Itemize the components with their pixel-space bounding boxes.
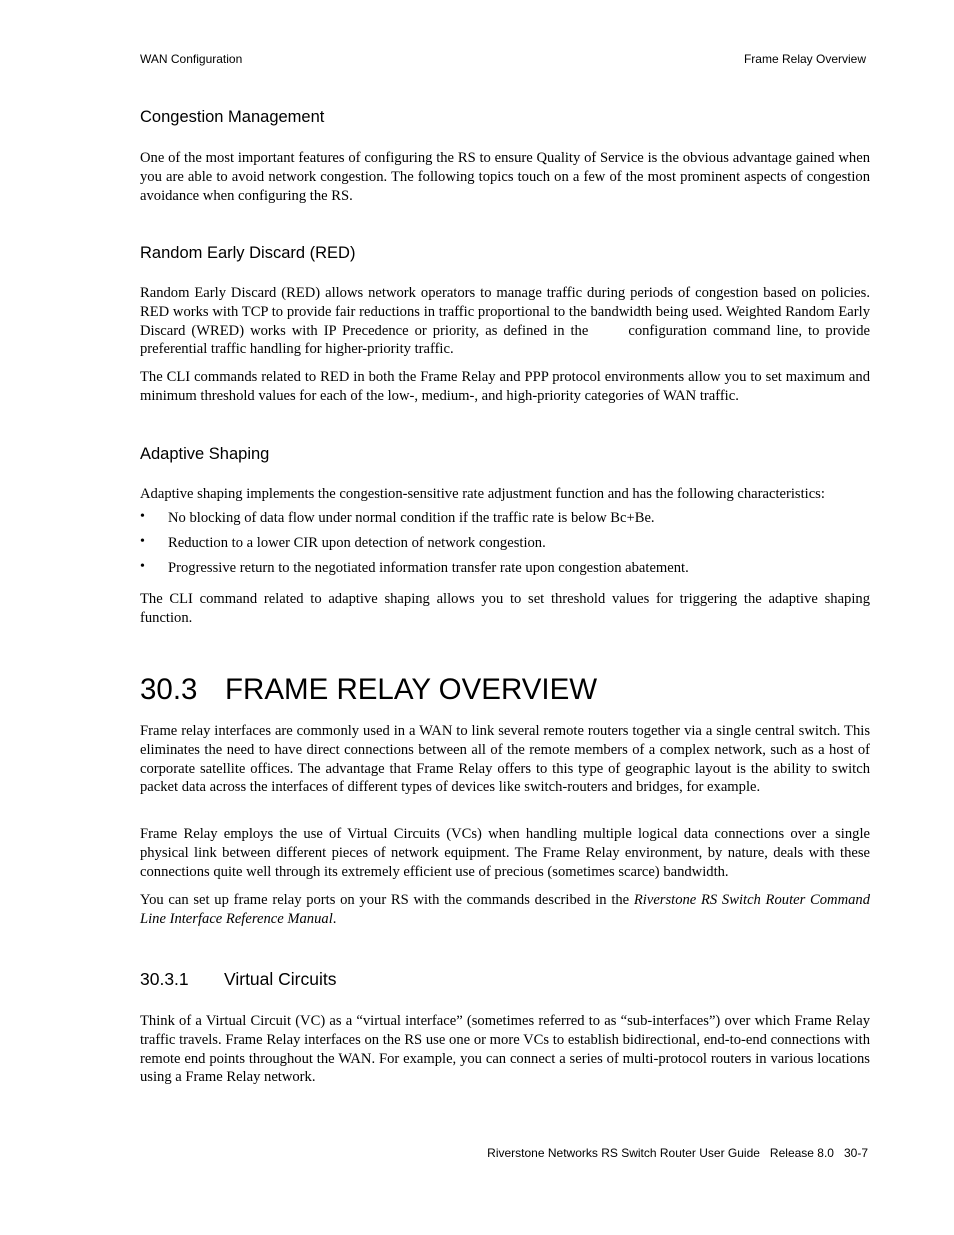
header-chapter: WAN Configuration bbox=[140, 52, 243, 66]
list-item-text: No blocking of data flow under normal condition if the traffic rate is below Bc+Be. bbox=[168, 510, 655, 526]
paragraph-adaptive-intro: Adaptive shaping implements the congestion-sensitive rate adjustment function and has the following characteristics: bbox=[140, 486, 825, 502]
list-item-text: Progressive return to the negotiated information transfer rate upon congestion abatement. bbox=[168, 560, 689, 576]
paragraph-virtual-circuits: Think of a Virtual Circuit (VC) as a “virtual interface” (sometimes referred to as “sub-interfaces”) over which Frame Relay traffic travels. Frame Relay interfaces on the RS use one or more VCs to establish bidirectional, end-to-end connections with remote end points throughout the WAN. For example, you can connect a series of multi-protocol routers in various locations using a Frame Relay network. bbox=[140, 1013, 870, 1086]
header-section: Frame Relay Overview bbox=[743, 52, 866, 66]
heading-congestion-management: Congestion Management bbox=[140, 108, 325, 126]
section-title: FRAME RELAY OVERVIEW bbox=[225, 673, 598, 706]
red-para1-part2: configuration command line, to provide preferential traffic handling for higher-priority traffic. bbox=[140, 322, 870, 358]
list-item-text: Reduction to a lower CIR upon detection of network congestion. bbox=[168, 535, 546, 551]
section-number: 30.3 bbox=[140, 673, 198, 706]
overview-para3-suffix: . bbox=[332, 910, 337, 927]
subsection-heading bbox=[140, 969, 337, 990]
paragraph-overview-1: Frame relay interfaces are commonly used in a WAN to link several remote routers together via a single central switch. This eliminates the need to have direct connections between all of the remote members of a complex network, such as a host of corporate satellite offices. The advantage that Frame Relay offers to this type of geographic layout is the ability to switch packet data across the interfaces of different types of devices like switch-routers and bridges, for example. bbox=[140, 723, 870, 796]
paragraph-red-1 bbox=[140, 284, 870, 359]
running-header bbox=[140, 52, 866, 66]
paragraph-overview-3 bbox=[140, 891, 870, 929]
subsection-number: 30.3.1 bbox=[140, 969, 189, 989]
paragraph-overview-2: Frame Relay employs the use of Virtual Circuits (VCs) when handling multiple logical data connections over a single physical link between different pieces of network equipment. The Frame Relay environment, by nature, deals with these connections quite well through its extremely efficient use of precious (sometimes scarce) bandwidth. bbox=[140, 826, 870, 880]
overview-para3-prefix: You can set up frame relay ports on your RS with the commands described in the bbox=[140, 892, 634, 908]
page-footer: Riverstone Networks RS Switch Router User Guide Release 8.0 30-7 bbox=[487, 1146, 868, 1160]
manual-title-reference: Riverstone RS Switch Router Command Line Interface Reference Manual bbox=[140, 892, 870, 927]
red-para1-part1: Random Early Discard (RED) allows network operators to manage traffic during periods of congestion based on policies. RED works with TCP to provide fair reductions in traffic proportional to the bandwidth being used. Weighted Random Early Discard (WRED) works with IP Precedence or priority, as defined in the bbox=[140, 285, 870, 339]
bullet-icon: • bbox=[140, 534, 145, 549]
subsection-title: Virtual Circuits bbox=[224, 969, 337, 989]
chapter-section-heading bbox=[140, 673, 597, 707]
paragraph-adaptive-outro: The CLI command related to adaptive shaping allows you to set threshold values for triggering the adaptive shaping function. bbox=[140, 591, 870, 626]
bullet-icon: • bbox=[140, 509, 145, 524]
heading-adaptive-shaping: Adaptive Shaping bbox=[140, 445, 270, 463]
paragraph-congestion: One of the most important features of configuring the RS to ensure Quality of Service is the obvious advantage gained when you are able to avoid network congestion. The following topics touch on a few of the most prominent aspects of congestion avoidance when configuring the RS. bbox=[140, 150, 870, 204]
paragraph-red-2: The CLI commands related to RED in both the Frame Relay and PPP protocol environments allow you to set maximum and minimum threshold values for each of the low-, medium-, and high-priority categories of WAN traffic. bbox=[140, 369, 870, 404]
bullet-icon: • bbox=[140, 559, 145, 574]
heading-red: Random Early Discard (RED) bbox=[140, 244, 356, 262]
